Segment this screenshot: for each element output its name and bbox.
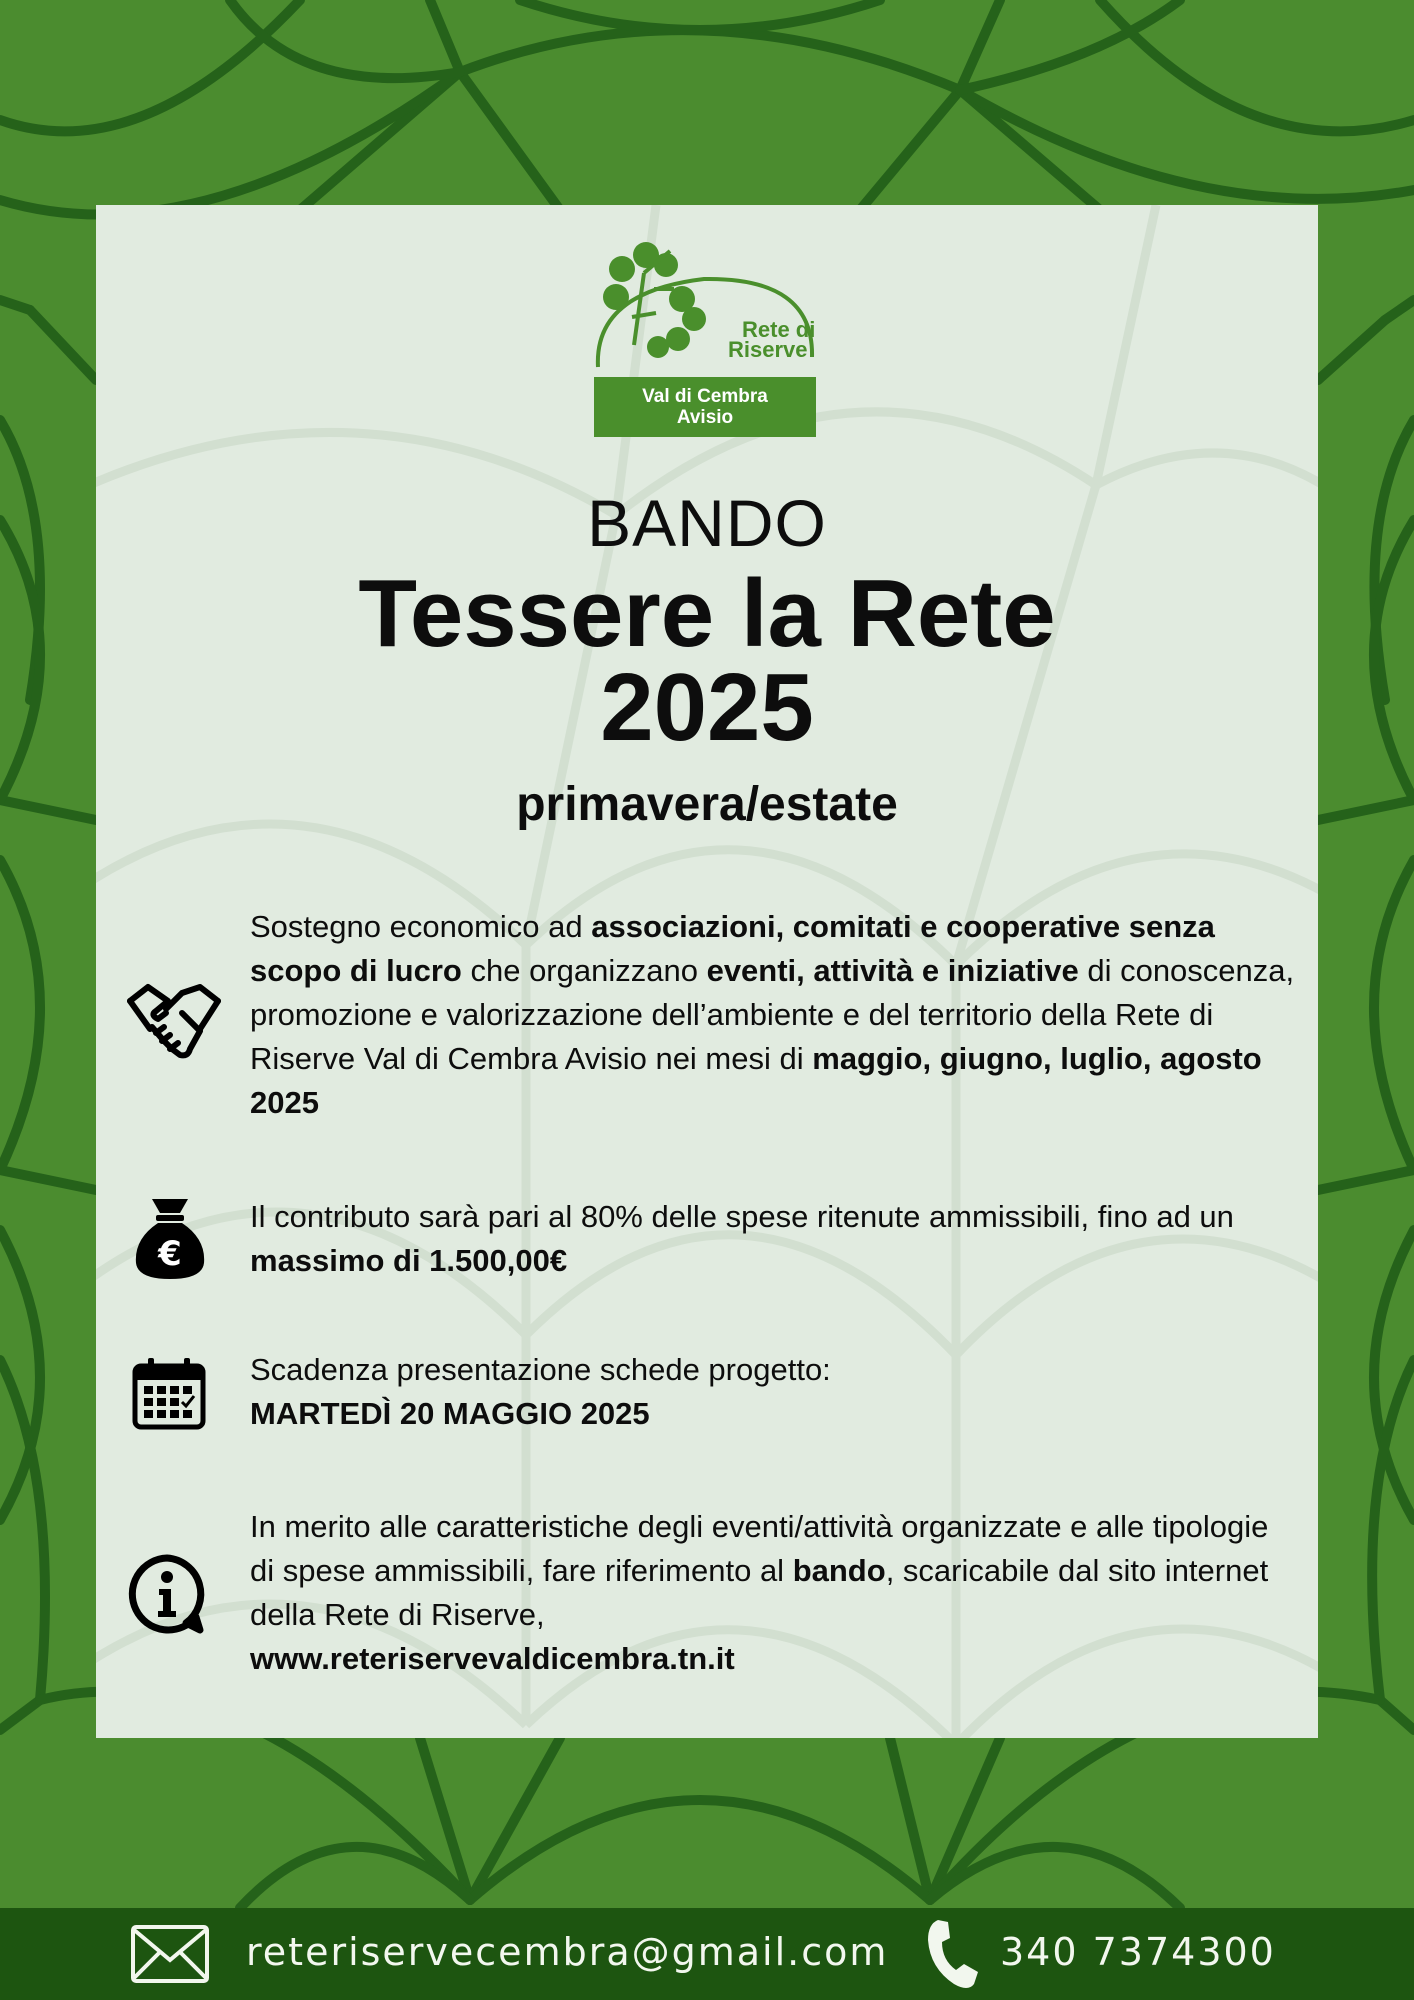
svg-text:€: € [158,1234,182,1274]
page-title [96,560,1318,761]
title-line-2: 2025 [600,654,814,761]
contact-email[interactable]: reteriservecembra@gmail.com [246,1930,889,1974]
info-text-part: , scaricabile dal sito internet della Rete di Riserve, [250,1553,1269,1632]
support-text-part: Sostegno economico ad [250,909,592,944]
support-beneficiaries: associazioni, comitati e cooperative senza scopo di lucro [250,909,1215,988]
calendar-icon [132,1358,206,1430]
support-activities: eventi, attività e iniziative [706,953,1079,988]
contribution-description [250,1195,1300,1283]
money-bag-euro-icon [132,1195,208,1281]
deadline-description [250,1348,1300,1436]
envelope-icon [130,1924,210,1984]
contact-phone[interactable]: 340 7374300 [1000,1930,1276,1974]
phone-icon [924,1918,980,1992]
season-subtitle: primavera/estate [516,778,898,831]
website-link[interactable]: www.reteriservevaldicembra.tn.it [250,1641,735,1676]
info-description [250,1505,1300,1681]
logo-name-line1: Rete di [742,317,816,342]
logo-name-line2: Riserve [728,337,808,362]
info-icon [126,1553,208,1635]
bando-link-text[interactable]: bando [792,1553,886,1588]
deadline-date: MARTEDÌ 20 MAGGIO 2025 [250,1396,650,1431]
logo-sub-line1: Val di Cembra [642,386,768,407]
support-text-part: di conoscenza, promozione e valorizzazione dell’ambiente e del territorio della Rete di Riserve Val di Cembra Avisio nei mesi di [250,953,1295,1076]
logo-sub-line2: Avisio [676,407,734,428]
title-line-1: Tessere la Rete [358,560,1056,667]
bando-label: BANDO [587,486,827,560]
contribution-text-part: Il contributo sarà pari al 80% delle spese ritenute ammissibili, fino ad un [250,1199,1234,1234]
contribution-maximum: massimo di 1.500,00€ [250,1243,568,1278]
content-card [96,205,1318,1738]
info-text-part: In merito alle caratteristiche degli eventi/attività organizzate e alle tipologie di spese ammissibili, fare riferimento al [250,1509,1269,1588]
support-months: maggio, giugno, luglio, agosto 2025 [250,1041,1262,1120]
contact-footer [0,1908,1414,2000]
handshake-icon [126,979,222,1063]
deadline-label: Scadenza presentazione schede progetto: [250,1352,831,1387]
rete-di-riserve-logo [594,237,820,437]
support-description [250,905,1300,1125]
support-text-part: che organizzano [461,953,707,988]
